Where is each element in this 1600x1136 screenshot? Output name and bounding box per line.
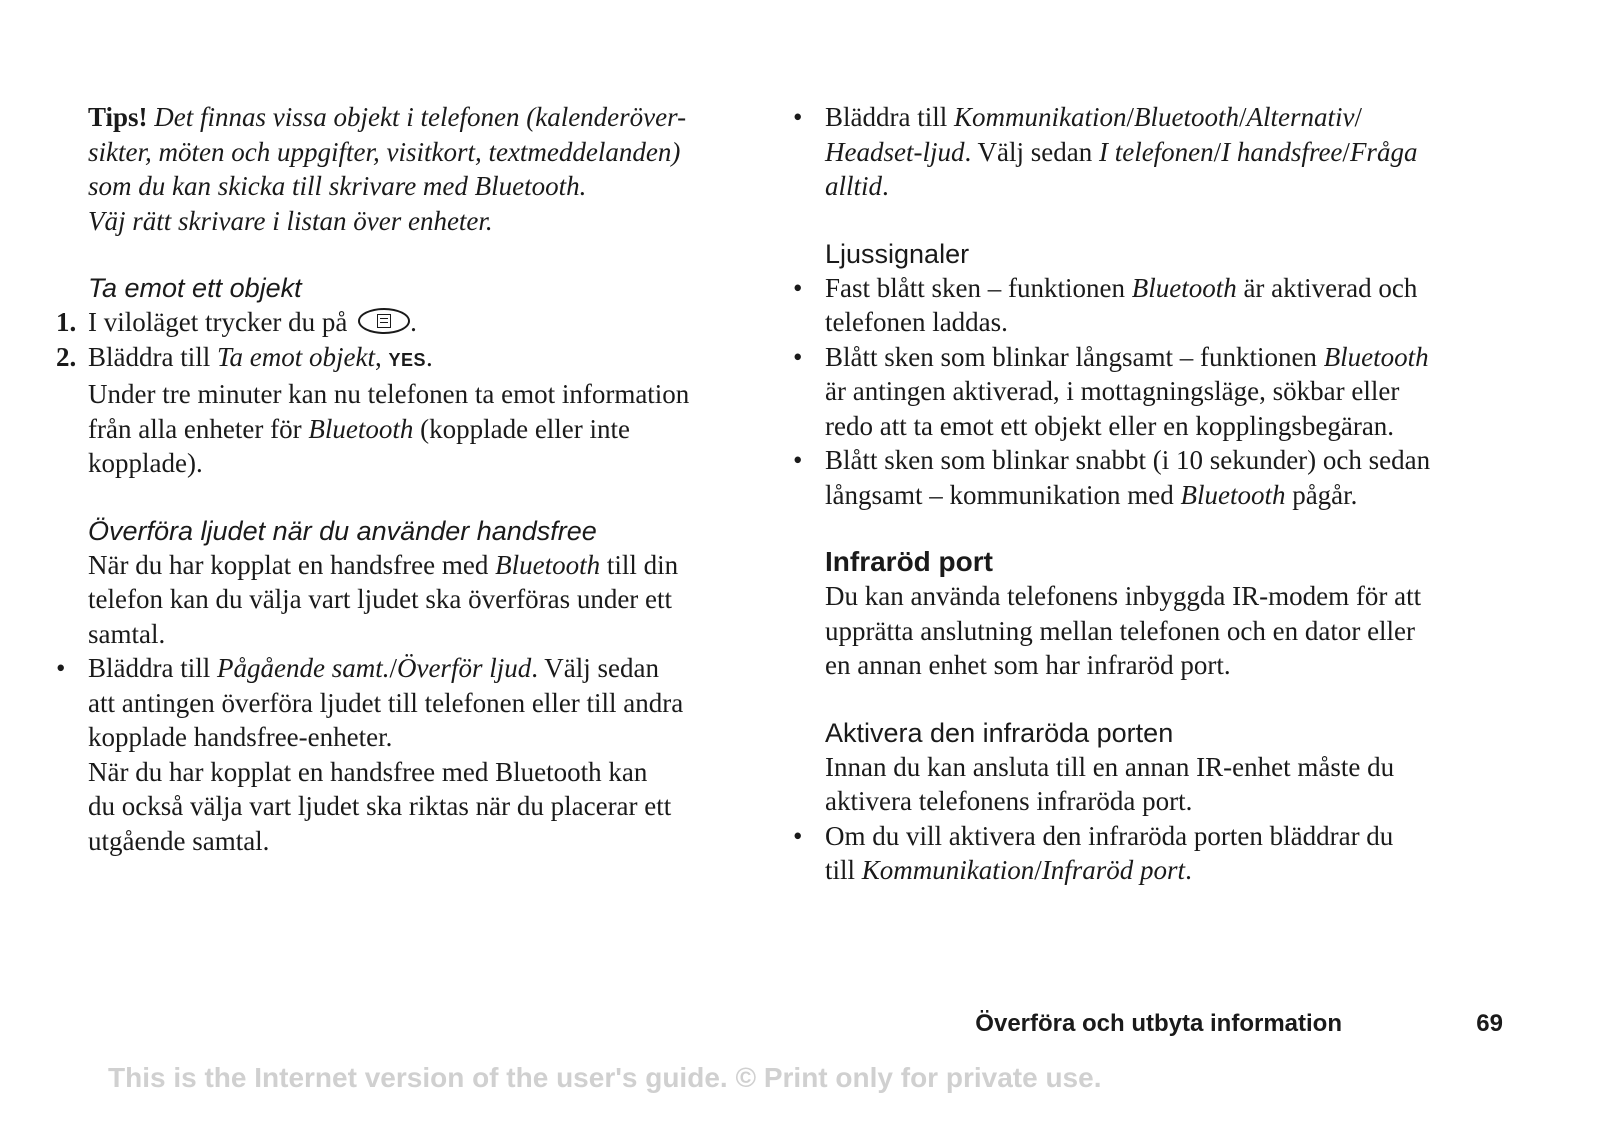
left-column (56, 100, 760, 858)
softkey-label: YES (388, 349, 427, 370)
step-number: 2. (56, 341, 77, 372)
right-column (793, 100, 1495, 888)
menu-path: Ta emot objekt (216, 341, 375, 372)
bullet-item: • Bläddra till Pågående samt./Överför ljud. Välj sedan (88, 651, 760, 686)
transfer-section: Överföra ljudet när du använder handsfree När du har kopplat en handsfree med Bluetooth till din telefon kan du välja vart ljudet ska överföras under ett samtal. • Bläddra till Pågående samt./Överför ljud. Välj sedan att antingen överföra ljudet till telefonen eller till andra kopplade handsfree-enheter. När du har kopplat en handsfree med Bluetooth kan du också välja vart ljudet ska riktas när du placerar ett utgående samtal. (88, 514, 760, 859)
transfer-heading: Överföra ljudet när du använder handsfree (88, 515, 597, 546)
step-1: 1. I viloläget trycker du på . (88, 305, 760, 340)
light-signals-heading: Ljussignaler (825, 238, 970, 269)
tips-line: som du kan skicka till skrivare med Bluetooth. (88, 171, 587, 201)
menu-key-icon (358, 308, 410, 334)
footer-section-title: Överföra och utbyta information (975, 1010, 1342, 1037)
infrared-section: Infraröd port Du kan använda telefonens inbyggda IR-modem för att upprätta anslutning mellan telefonen och en dator eller en annan enhet som har infraröd port. (825, 545, 1495, 683)
step-2: 2. Bläddra till Ta emot objekt, YES. (88, 340, 760, 378)
watermark: This is the Internet version of the user's guide. © Print only for private use. (108, 1062, 1102, 1093)
tips-line: Det finnas vissa objekt i telefonen (kalenderöver- (154, 102, 687, 132)
bullet: • (793, 820, 803, 851)
bullet: • (793, 102, 803, 132)
bullet-item: • Blått sken som blinkar snabbt (i 10 sekunder) och sedan (825, 443, 1495, 478)
step-number: 1. (56, 307, 77, 337)
page-number: 69 (1476, 1010, 1503, 1037)
step-text: I viloläget trycker du på (88, 307, 348, 337)
tips-label: Tips! (88, 102, 148, 132)
tips-block (88, 100, 760, 238)
light-signals-section: Ljussignaler • Fast blått sken – funktionen Bluetooth är aktiverad och telefonen laddas. • Blått sken som blinkar långsamt – funktionen Bluetooth är antingen aktiverad, i mottagningsläge, sökbar eller redo att ta emot ett objekt eller en kopplingsbegäran. • Blått sken som blinkar snabbt (i 10 sekunder) och sedan långsamt – kommunikation med Bluetooth pågår. (825, 237, 1495, 513)
bullet: • (56, 653, 66, 683)
bullet: • (793, 341, 803, 372)
bullet: • (793, 272, 803, 303)
tips-line: Väj rätt skrivare i listan över enheter. (88, 205, 493, 236)
headset-audio-bullet: • Bläddra till Kommunikation/Bluetooth/Alternativ/ Headset-ljud. Välj sedan I telefonen/I handsfree/Fråga alltid. (793, 102, 1418, 201)
receive-section: Ta emot ett objekt 1. I viloläget trycker du på . 2. Bläddra till Ta emot objekt, YES. Under tre minuter kan nu telefonen ta emot information från alla enheter för Bluetooth (kopplade eller inte kopplade). (88, 271, 760, 481)
tips-line: sikter, möten och uppgifter, visitkort, textmeddelanden) (88, 136, 681, 167)
bullet-item: • Blått sken som blinkar långsamt – funktionen Bluetooth (825, 340, 1495, 375)
activate-ir-heading: Aktivera den infraröda porten (825, 717, 1174, 748)
bullet: • (793, 445, 803, 475)
activate-ir-section: Aktivera den infraröda porten Innan du kan ansluta till en annan IR-enhet måste du aktivera telefonens infraröda port. • Om du vill aktivera den infraröda porten bläddrar du till Kommunikation/Infraröd port. (825, 716, 1495, 888)
receive-description: Under tre minuter kan nu telefonen ta emot information (88, 379, 690, 409)
bullet-item: • Fast blått sken – funktionen Bluetooth är aktiverad och (825, 271, 1495, 306)
infrared-heading: Infraröd port (825, 546, 993, 577)
receive-heading: Ta emot ett objekt (88, 273, 302, 303)
bullet-item: • Om du vill aktivera den infraröda porten bläddrar du (825, 819, 1495, 854)
